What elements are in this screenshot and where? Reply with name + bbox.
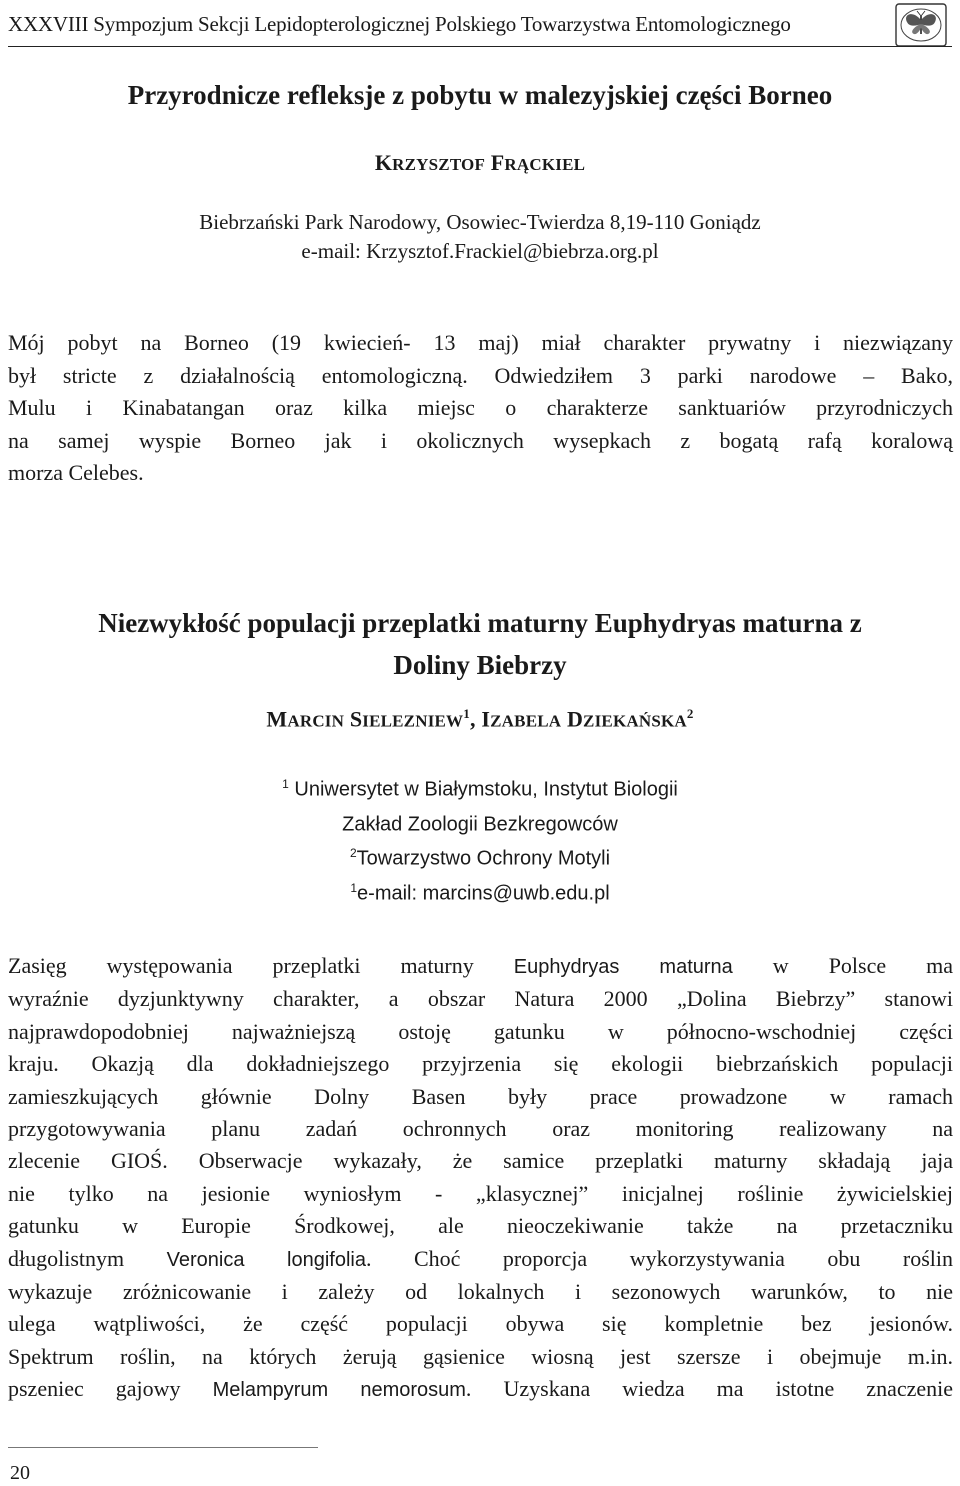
abstract-2-body: Zasięg występowania przeplatki maturny Euphydryas maturna w Polsce ma wyraźnie dyzjunktywny charakter, a obszar Natura 2000 „Dolina Biebrzy” stanowi najprawdopodobniej najważniejszą ostoję gatunku w północno-wschodniej części kraju. Okazją dla dokładniejszego przyjrzenia się ekologii biebrzańskich populacji zamieszkujących głównie Dolny Basen były prace prowadzone w ramach przygotowywania planu zadań ochronnych oraz monitoring realizowany na zlecenie GIOŚ. Obserwacje wykazały, że samice przeplatki maturny składają jaja nie tylko na jesionie wyniosłym - „klasycznej” inicjalnej roślinie żywicielskiej gatunku w Europie Środkowej, ale nieoczekiwanie także na przetaczniku długolistnym Veronica longifolia. Choć proporcja wykorzystywania obu roślin wykazuje zróżnicowanie i zależy od lokalnych i sezonowych warunków, to nie ulega wątpliwości, że część populacji obywa się kompletnie bez jesionów. Spektrum roślin, na których żerują gąsienice wiosną jest szersze i obejmuje m.in. pszeniec gajowy Melampyrum nemorosum. Uzyskana wiedza ma istotne znaczenie xyxy=(8,953,954,1402)
page-number: 20 xyxy=(10,1462,30,1484)
abstract-1-email: e-mail: Krzysztof.Frackiel@biebrza.org.pl xyxy=(301,239,659,263)
affiliation-line: $^2$Towarzystwo Ochrony Motyli xyxy=(349,846,611,870)
abstract-2-title: Niezwykłość populacji przeplatki maturny Euphydryas maturna z Doliny Biebrzy xyxy=(98,608,862,680)
footer-rule xyxy=(8,1447,318,1448)
abstract-2-authors: MARCIN SIELEZNIEW$^1$, IZABELA DZIEKAŃSKA$^2$ xyxy=(266,706,694,732)
running-header: XXXVIII Sympozjum Sekcji Lepidopterologicznej Polskiego Towarzystwa Entomologicznego xyxy=(8,12,791,36)
abstract-2-affiliations xyxy=(0,770,960,909)
affiliation-line: Zakład Zoologii Bezkregowców xyxy=(342,813,618,836)
affiliation-line: $^1$ Uniwersytet w Białymstoku, Instytut Biologii xyxy=(282,777,678,801)
abstract-1-author: KRZYSZTOF FRĄCKIEL xyxy=(374,150,586,175)
society-logo-icon xyxy=(893,2,949,48)
affiliation-email: $^1$e-mail: marcins@uwb.edu.pl xyxy=(350,880,610,905)
header-rule xyxy=(8,46,952,47)
abstract-1-body: Mój pobyt na Borneo (19 kwiecień- 13 maj) miał charakter prywatny i niezwiązany był stricte z działalnością entomologiczną. Odwiedziłem 3 parki narodowe – Bako, Mulu i Kinabatangan oraz kilka miejsc o charakterze sanktuariów przyrodniczych na samej wyspie Borneo jak i okolicznych wysepkach z bogatą rafą koralową morza Celebes. xyxy=(8,330,953,485)
abstract-1-title: Przyrodnicze refleksje z pobytu w malezyjskiej części Borneo xyxy=(127,80,833,110)
abstract-1-affiliation: Biebrzański Park Narodowy, Osowiec-Twierdza 8,19-110 Goniądz e-mail: Krzysztof.Frackiel@biebrza.org.pl xyxy=(0,208,960,266)
